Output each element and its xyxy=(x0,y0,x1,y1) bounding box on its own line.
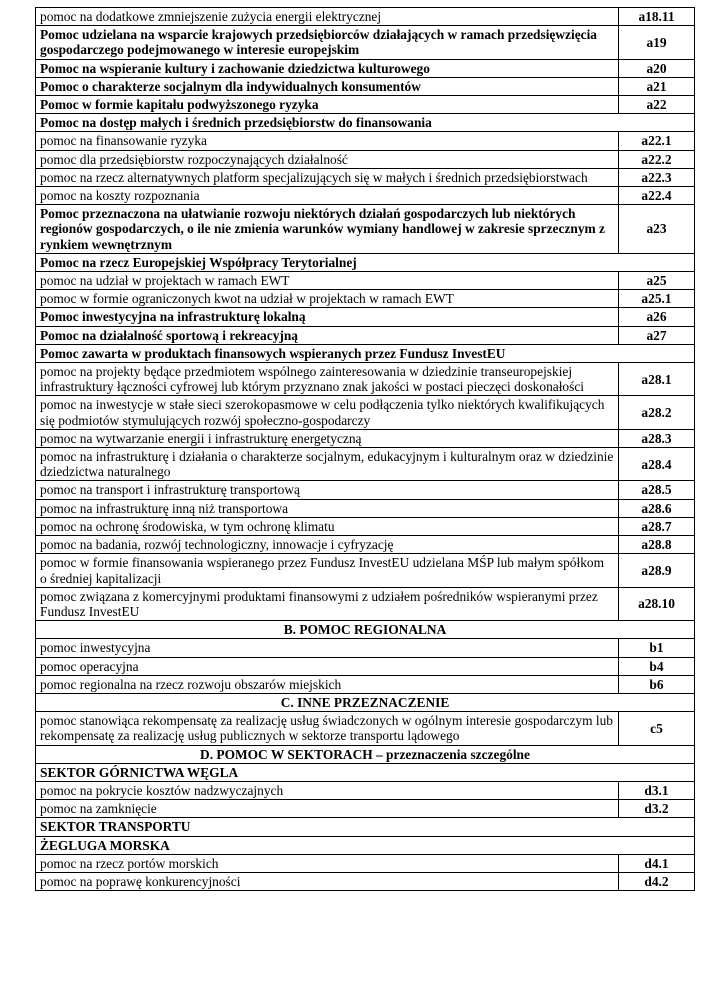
purpose-label: Pomoc na wspieranie kultury i zachowanie dziedzictwa kulturowego xyxy=(36,59,619,77)
purpose-code: a25 xyxy=(619,272,695,290)
group-title: SEKTOR GÓRNICTWA WĘGLA xyxy=(36,763,695,781)
table-row xyxy=(36,781,695,799)
purpose-label: pomoc na transport i infrastrukturę transportową xyxy=(36,481,619,499)
section-title: C. INNE PRZEZNACZENIE xyxy=(36,693,695,711)
table-row xyxy=(36,448,695,481)
group-title: Pomoc na dostęp małych i średnich przedsiębiorstw do finansowania xyxy=(36,114,695,132)
purpose-label: pomoc na wytwarzanie energii i infrastrukturę energetyczną xyxy=(36,429,619,447)
table-row xyxy=(36,8,695,26)
table-row xyxy=(36,639,695,657)
group-title: ŻEGLUGA MORSKA xyxy=(36,836,695,854)
purpose-code: d3.1 xyxy=(619,781,695,799)
table-row xyxy=(36,554,695,587)
aid-purpose-table xyxy=(35,7,695,891)
table-row xyxy=(36,396,695,429)
group-header-row xyxy=(36,763,695,781)
table-row xyxy=(36,499,695,517)
purpose-label: pomoc w formie finansowania wspieranego przez Fundusz InvestEU udzielana MŚP lub małym spółkom o średniej kapitalizacji xyxy=(36,554,619,587)
group-title: SEKTOR TRANSPORTU xyxy=(36,818,695,836)
purpose-code: b1 xyxy=(619,639,695,657)
purpose-code: a27 xyxy=(619,326,695,344)
purpose-code: a28.7 xyxy=(619,517,695,535)
purpose-label: Pomoc w formie kapitału podwyższonego ryzyka xyxy=(36,96,619,114)
table-row xyxy=(36,712,695,745)
purpose-label: pomoc na badania, rozwój technologiczny, innowacje i cyfryzację xyxy=(36,536,619,554)
purpose-code: d4.2 xyxy=(619,872,695,890)
purpose-code: a26 xyxy=(619,308,695,326)
table-row xyxy=(36,429,695,447)
group-header-row xyxy=(36,114,695,132)
section-header-row xyxy=(36,693,695,711)
purpose-code: a28.10 xyxy=(619,587,695,620)
group-title: Pomoc zawarta w produktach finansowych wspieranych przez Fundusz InvestEU xyxy=(36,344,695,362)
section-title: B. POMOC REGIONALNA xyxy=(36,621,695,639)
table-row xyxy=(36,517,695,535)
table-row xyxy=(36,326,695,344)
purpose-label: Pomoc na działalność sportową i rekreacyjną xyxy=(36,326,619,344)
purpose-code: b6 xyxy=(619,675,695,693)
aid-purpose-table-body xyxy=(36,8,695,891)
group-header-row xyxy=(36,253,695,271)
purpose-code: a28.9 xyxy=(619,554,695,587)
table-row xyxy=(36,657,695,675)
purpose-label: Pomoc o charakterze socjalnym dla indywidualnych konsumentów xyxy=(36,77,619,95)
purpose-code: a22.2 xyxy=(619,150,695,168)
table-row xyxy=(36,363,695,396)
purpose-label: pomoc operacyjna xyxy=(36,657,619,675)
purpose-code: a22 xyxy=(619,96,695,114)
purpose-label: pomoc inwestycyjna xyxy=(36,639,619,657)
section-header-row xyxy=(36,745,695,763)
purpose-label: pomoc na infrastrukturę inną niż transportowa xyxy=(36,499,619,517)
purpose-label: pomoc na ochronę środowiska, w tym ochronę klimatu xyxy=(36,517,619,535)
purpose-code: c5 xyxy=(619,712,695,745)
purpose-label: pomoc na rzecz portów morskich xyxy=(36,854,619,872)
section-title: D. POMOC W SEKTORACH – przeznaczenia szczególne xyxy=(36,745,695,763)
table-row xyxy=(36,96,695,114)
purpose-code: a28.6 xyxy=(619,499,695,517)
purpose-code: d4.1 xyxy=(619,854,695,872)
purpose-label: Pomoc udzielana na wsparcie krajowych przedsiębiorców działających w ramach przedsięwzięcia gospodarczego podejmowanego w interesie europejskim xyxy=(36,26,619,59)
purpose-code: a23 xyxy=(619,205,695,254)
purpose-label: pomoc na poprawę konkurencyjności xyxy=(36,872,619,890)
table-row xyxy=(36,26,695,59)
table-row xyxy=(36,872,695,890)
table-row xyxy=(36,854,695,872)
purpose-code: a28.1 xyxy=(619,363,695,396)
group-title: Pomoc na rzecz Europejskiej Współpracy Terytorialnej xyxy=(36,253,695,271)
purpose-label: pomoc w formie ograniczonych kwot na udział w projektach w ramach EWT xyxy=(36,290,619,308)
purpose-label: pomoc na koszty rozpoznania xyxy=(36,187,619,205)
purpose-label: pomoc na infrastrukturę i działania o charakterze socjalnym, edukacyjnym i kulturalnym oraz w dziedzinie dziedzictwa naturalnego xyxy=(36,448,619,481)
table-row xyxy=(36,272,695,290)
table-row xyxy=(36,308,695,326)
purpose-code: a22.3 xyxy=(619,168,695,186)
purpose-code: a28.3 xyxy=(619,429,695,447)
table-row xyxy=(36,187,695,205)
purpose-label: pomoc na projekty będące przedmiotem wspólnego zainteresowania w dziedzinie transeuropejskiej infrastruktury łączności cyfrowej lub którym przyznano znak jakości w postaci pieczęci doskonałości xyxy=(36,363,619,396)
purpose-label: pomoc na rzecz alternatywnych platform specjalizujących się w małych i średnich przedsiębiorstwach xyxy=(36,168,619,186)
purpose-code: d3.2 xyxy=(619,800,695,818)
table-row xyxy=(36,77,695,95)
purpose-code: b4 xyxy=(619,657,695,675)
purpose-label: pomoc stanowiąca rekompensatę za realizację usług świadczonych w ogólnym interesie gospodarczym lub rekompensatę za realizację usług publicznych w sektorze transportu lądowego xyxy=(36,712,619,745)
purpose-label: pomoc na inwestycje w stałe sieci szerokopasmowe w celu podłączenia tylko niektórych kwalifikujących się podmiotów stymulujących rozwój społeczno-gospodarczy xyxy=(36,396,619,429)
table-row xyxy=(36,59,695,77)
table-row xyxy=(36,150,695,168)
section-header-row xyxy=(36,621,695,639)
group-header-row xyxy=(36,836,695,854)
purpose-code: a25.1 xyxy=(619,290,695,308)
table-row xyxy=(36,168,695,186)
purpose-label: pomoc na udział w projektach w ramach EWT xyxy=(36,272,619,290)
purpose-code: a22.4 xyxy=(619,187,695,205)
purpose-code: a28.8 xyxy=(619,536,695,554)
purpose-code: a18.11 xyxy=(619,8,695,26)
group-header-row xyxy=(36,344,695,362)
purpose-code: a28.4 xyxy=(619,448,695,481)
purpose-code: a20 xyxy=(619,59,695,77)
group-header-row xyxy=(36,818,695,836)
purpose-code: a21 xyxy=(619,77,695,95)
table-row xyxy=(36,132,695,150)
purpose-label: Pomoc inwestycyjna na infrastrukturę lokalną xyxy=(36,308,619,326)
purpose-label: pomoc związana z komercyjnymi produktami finansowymi z udziałem pośredników wspieranymi przez Fundusz InvestEU xyxy=(36,587,619,620)
purpose-code: a28.2 xyxy=(619,396,695,429)
purpose-label: pomoc na dodatkowe zmniejszenie zużycia energii elektrycznej xyxy=(36,8,619,26)
table-row xyxy=(36,290,695,308)
purpose-label: pomoc regionalna na rzecz rozwoju obszarów miejskich xyxy=(36,675,619,693)
table-row xyxy=(36,205,695,254)
table-row xyxy=(36,800,695,818)
purpose-label: pomoc na pokrycie kosztów nadzwyczajnych xyxy=(36,781,619,799)
purpose-label: pomoc dla przedsiębiorstw rozpoczynających działalność xyxy=(36,150,619,168)
table-row xyxy=(36,481,695,499)
purpose-label: pomoc na finansowanie ryzyka xyxy=(36,132,619,150)
table-row xyxy=(36,536,695,554)
table-row xyxy=(36,587,695,620)
purpose-code: a22.1 xyxy=(619,132,695,150)
purpose-label: Pomoc przeznaczona na ułatwianie rozwoju niektórych działań gospodarczych lub niektórych regionów gospodarczych, o ile nie zmienia warunków wymiany handlowej w zakresie sprzecznym z rynkiem wewnętrznym xyxy=(36,205,619,254)
purpose-code: a19 xyxy=(619,26,695,59)
table-row xyxy=(36,675,695,693)
purpose-code: a28.5 xyxy=(619,481,695,499)
purpose-label: pomoc na zamknięcie xyxy=(36,800,619,818)
